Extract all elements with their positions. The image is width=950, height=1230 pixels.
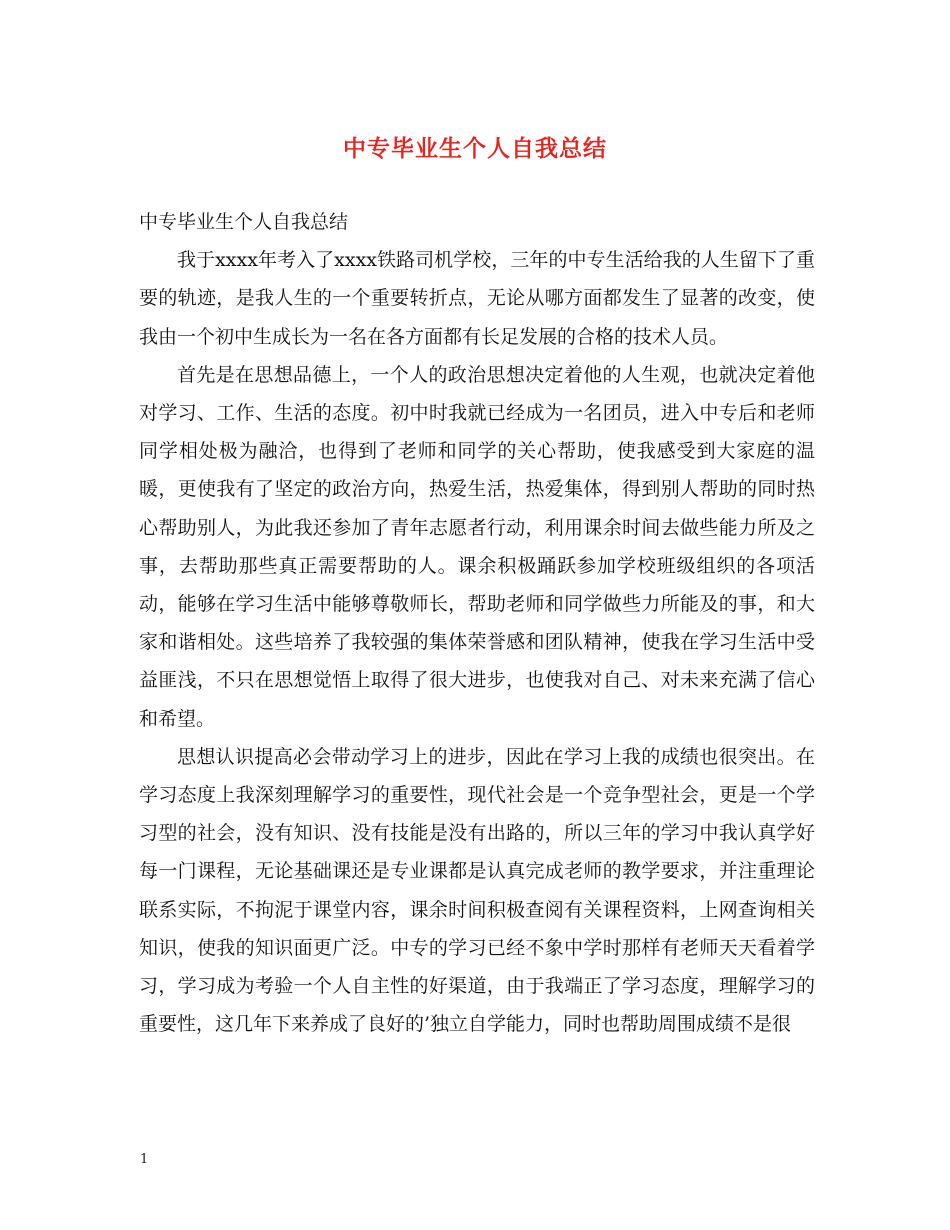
paragraph-3: 思想认识提高必会带动学习上的进步，因此在学习上我的成绩也很突出。在学习态度上我深刻理解学习的重要性，现代社会是一个竞争型社会，更是一个学习型的社会，没有知识、没有技能是没有出路的，所以三年的学习中我认真学好每一门课程，无论基础课还是专业课都是认真完成老师的教学要求，并注重理论联系实际，不拘泥于课堂内容，课余时间积极查阅有关课程资料，上网查询相关知识，使我的知识面更广泛。中专的学习已经不象中学时那样有老师天天看着学习，学习成为考验一个人自主性的好渠道，由于我端正了学习态度，理解学习的重要性，这几年下来养成了良好的’独立自学能力，同时也帮助周围成绩不是很 [139, 745, 815, 1036]
document-subheading: 中专毕业生个人自我总结 [139, 211, 349, 233]
paragraph-2: 首先是在思想品德上，一个人的政治思想决定着他的人生观，也就决定着他对学习、工作、生活的态度。初中时我就已经成为一名团员，进入中专后和老师同学相处极为融洽，也得到了老师和同学的关心帮助，使我感受到大家庭的温暖，更使我有了坚定的政治方向，热爱生活，热爱集体，得到别人帮助的同时热心帮助别人，为此我还参加了青年志愿者行动，利用课余时间去做些能力所及之事，去帮助那些真正需要帮助的人。课余积极踊跃参加学校班级组织的各项活动，能够在学习生活中能够尊敬师长，帮助老师和同学做些力所能及的事，和大家和谐相处。这些培养了我较强的集体荣誉感和团队精神，使我在学习生活中受益匪浅，不只在思想觉悟上取得了很大进步，也使我对自己、对未来充满了信心和希望。 [139, 363, 815, 730]
document-title: 中专毕业生个人自我总结 [343, 135, 607, 162]
page-number: 1 [140, 1152, 149, 1167]
paragraph-1: 我于xxxx年考入了xxxx铁路司机学校，三年的中专生活给我的人生留下了重要的轨迹，是我人生的一个重要转折点，无论从哪方面都发生了显著的改变，使我由一个初中生成长为一名在各方面都有长足发展的合格的技术人员。 [139, 249, 815, 348]
document-body [139, 203, 815, 1043]
